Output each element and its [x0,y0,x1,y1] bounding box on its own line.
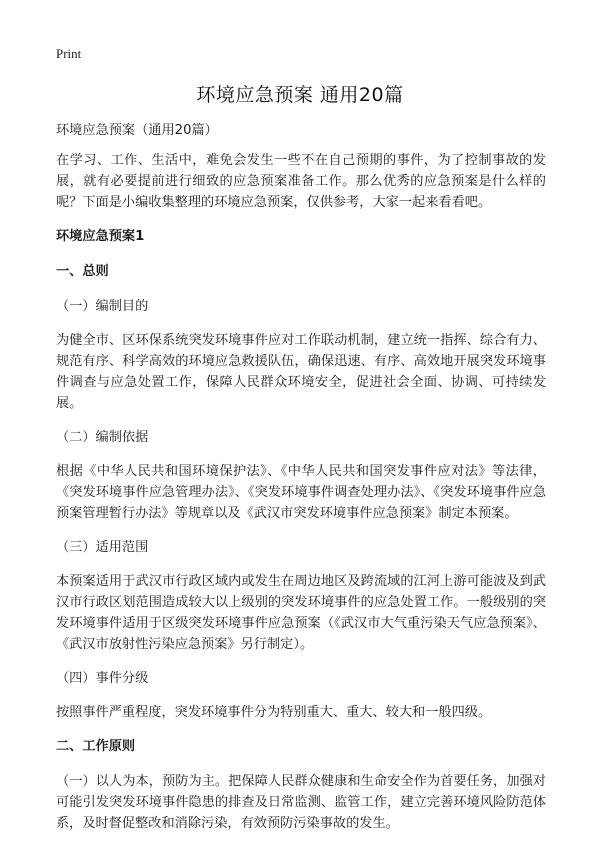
intro-paragraph: 在学习、工作、生活中，难免会发生一些不在自己预期的事件，为了控制事故的发展，就有必要提前进行细致的应急预案准备工作。那么优秀的应急预案是什么样的呢？下面是小编收集整理的环境应急预案，仅供参考，大家一起来看看吧。 [56,153,546,210]
section-heading: 环境应急预案1 [56,229,145,244]
print-link[interactable]: Print [56,46,82,61]
paragraph-purpose: 为健全市、区环保系统突发环境事件应对工作联动机制，建立统一指挥、综合有力、规范有序、科学高效的环境应急救援队伍，确保迅速、有序、高效地开展突发环境事件调查与应急处置工作，保障人民群众环境安全，促进社会全面、协调、可持续发展。 [56,333,546,411]
document-body [56,120,546,847]
subheading-basis: （二）编制依据 [56,430,149,445]
paragraph-scope: 本预案适用于武汉市行政区域内或发生在周边地区及跨流域的江河上游可能波及到武汉市行政区划范围造成较大以上级别的突发环境事件的应急处置工作。一般级别的突发环境事件适用于区级突发环境事件应急预案（《武汉市大气重污染天气应急预案》、《武汉市放射性污染应急预案》另行制定）。 [56,574,546,652]
subheading-scope: （三）适用范围 [56,540,149,555]
page-title: 环境应急预案 通用20篇 [196,84,404,106]
paragraph-classification: 按照事件严重程度，突发环境事件分为特别重大、重大、较大和一般四级。 [56,705,492,720]
part-heading-principles: 二、工作原则 [56,739,136,754]
paragraph-basis: 根据《中华人民共和国环境保护法》、《中华人民共和国突发事件应对法》等法律，《突发环境事件应急管理办法》、《突发环境事件调查处理办法》、《突发环境事件应急预案管理暂行办法》等规章以及《武汉市突发环境事件应急预案》制定本预案。 [56,464,546,521]
subheading-classification: （四）事件分级 [56,671,149,686]
subheading-purpose: （一）编制目的 [56,299,149,314]
document-subtitle: 环境应急预案（通用20篇） [56,123,218,138]
paragraph-principle-1: （一）以人为本，预防为主。把保障人民群众健康和生命安全作为首要任务，加强对可能引发突发环境事件隐患的排查及日常监测、监管工作，建立完善环境风险防范体系，及时督促整改和消除污染，有效预防污染事故的发生。 [56,774,546,831]
part-heading-general: 一、总则 [56,264,109,279]
